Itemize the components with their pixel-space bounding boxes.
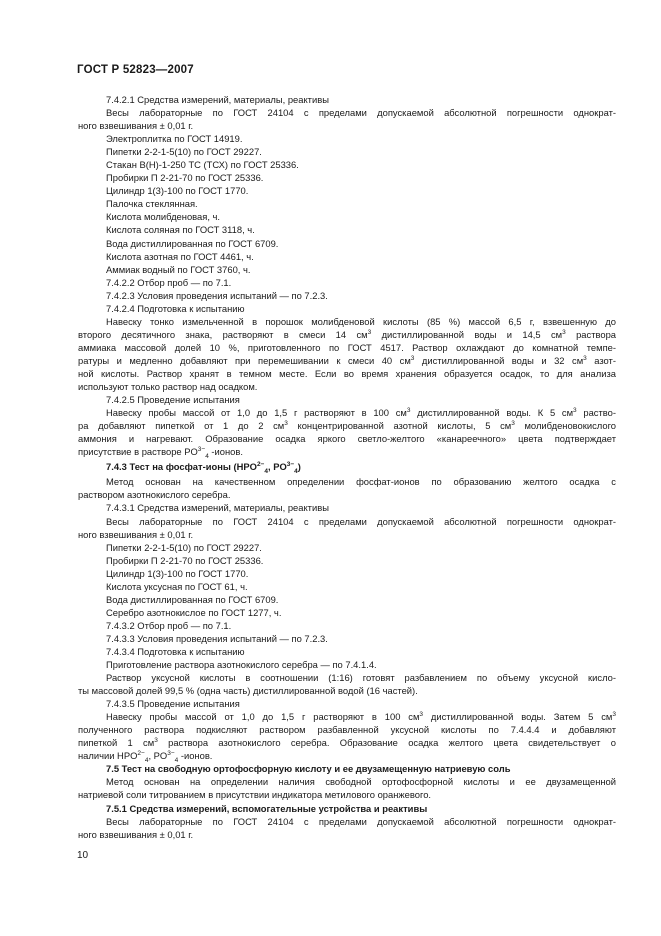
superscript: 3: [573, 407, 577, 414]
paragraph-line: Метод основан на качественном определении фосфат-ионов по образованию желтого осадка с: [106, 476, 616, 488]
chem-index: [167, 750, 179, 765]
superscript: 3: [562, 328, 566, 336]
list-item: Пробирки П 2-21-70 по ГОСТ 25336.: [106, 554, 264, 566]
superscript: 3: [154, 737, 158, 745]
text-run: ра добавляют пипеткой от 1 до 2 см: [78, 420, 285, 432]
subscript: 4: [264, 468, 268, 476]
paragraph-line: [78, 749, 616, 765]
paragraph-line: раствором азотнокислого серебра.: [78, 489, 231, 501]
subscript: 4: [144, 757, 149, 765]
section-heading: [78, 460, 616, 476]
subsection-heading: 7.4.2.3 Условия проведения испытаний — по 7.2.3.: [106, 289, 328, 301]
paragraph-line: [78, 354, 616, 367]
text-run: азот-: [586, 354, 616, 366]
paragraph-line: Весы лабораторные по ГОСТ 24104 с пределами допускаемой абсолютной погрешности однократ-: [106, 815, 616, 827]
subsection-heading: 7.4.2.2 Отбор проб — по 7.1.: [106, 276, 232, 288]
paragraph-line: ного взвешивания ± 0,01 г.: [78, 528, 194, 540]
list-item: Электроплитка по ГОСТ 14919.: [106, 133, 243, 145]
subsection-heading: 7.4.3.1 Средства измерений, материалы, реактивы: [106, 502, 329, 514]
subsection-heading: 7.4.3.4 Подготовка к испытанию: [106, 645, 245, 657]
text-run: второго десятичного знака, растворяют в смеси 14 см: [78, 328, 368, 340]
superscript: 3: [419, 711, 424, 719]
list-item: Серебро азотнокислое по ГОСТ 1277, ч.: [106, 606, 282, 618]
text-run: , PO: [148, 750, 168, 762]
paragraph-line: используют только раствор над осадком.: [78, 381, 258, 393]
chem-index: [256, 461, 268, 476]
superscript: 3: [612, 711, 616, 719]
text-run: раствора азотнокислого серебра. Образование осадка желтого цвета свидетельствует о: [157, 737, 616, 749]
list-item: Кислота молибденовая, ч.: [106, 211, 221, 223]
paragraph-line: ного взвешивания ± 0,01 г.: [78, 120, 194, 132]
subscript: 4: [294, 468, 298, 476]
list-item: Пробирки П 2-21-70 по ГОСТ 25336.: [106, 172, 264, 184]
text-run: концентрированной азотной кислоты, 5 см: [287, 420, 512, 432]
text-run: , PO: [267, 461, 287, 473]
subscript: 4: [174, 757, 179, 765]
text-run: дистиллированной воды. К 5 см: [410, 407, 574, 419]
paragraph-line: Метод основан на определении наличия свободной ортофосфорной кислоты и ее двузамещенной: [106, 776, 616, 788]
text-run: дистиллированной воды и 14,5 см: [371, 328, 563, 340]
superscript: 3: [511, 420, 515, 428]
text-run: 7.4.3 Тест на фосфат-ионы (HPO: [106, 461, 257, 473]
list-item: Стакан В(Н)-1-250 ТС (ТСХ) по ГОСТ 25336.: [106, 159, 299, 171]
list-item: Палочка стеклянная.: [106, 198, 198, 210]
superscript: 3: [284, 420, 288, 428]
subsection-heading: 7.4.2.5 Проведение испытания: [106, 394, 240, 406]
superscript: 3: [367, 328, 372, 336]
paragraph-line: Весы лабораторные по ГОСТ 24104 с пределами допускаемой абсолютной погрешности однократ-: [106, 515, 616, 527]
subsection-heading: 7.4.2.1 Средства измерений, материалы, реактивы: [106, 94, 329, 105]
list-item: Кислота соляная по ГОСТ 3118, ч.: [106, 224, 255, 236]
paragraph-line: [78, 406, 616, 419]
superscript: 2−: [137, 750, 145, 758]
superscript: 3: [406, 407, 411, 414]
chem-index: [197, 446, 209, 461]
list-item: Вода дистиллированная по ГОСТ 6709.: [106, 237, 279, 249]
list-item: Пипетки 2-2-1-5(10) по ГОСТ 29227.: [106, 541, 262, 553]
list-item: Кислота азотная по ГОСТ 4461, ч.: [106, 250, 254, 262]
text-run: Навеску пробы массой от 1,0 до 1,5 г растворяют в 100 см: [106, 711, 420, 723]
text-run: раство-: [576, 407, 616, 419]
paragraph-line: натриевой соли титрованием в присутствии индикатора метилового оранжевого.: [78, 789, 432, 801]
list-item: Цилиндр 1(3)-100 по ГОСТ 1770.: [106, 185, 249, 197]
paragraph-line: [78, 710, 616, 723]
paragraph-line: [78, 445, 616, 461]
text-run: ратуры и медленно добавляют при перемешивании к смеси 40 см: [78, 354, 411, 366]
paragraph-line: Весы лабораторные по ГОСТ 24104 с пределами допускаемой абсолютной погрешности однократ-: [106, 107, 616, 119]
page-body: [78, 93, 616, 841]
superscript: 3−: [167, 750, 175, 758]
text-run: дистиллированной воды и 32 см: [414, 354, 584, 366]
paragraph-line: ты массовой долей 99,5 % (одна часть) дистиллированной водой (16 частей).: [78, 685, 418, 697]
text-run: молибденовокислого: [514, 420, 617, 432]
text-run: наличии HPO: [78, 750, 138, 762]
paragraph-line: аммония и нагревают. Образование осадка яркого светло-желтого «канареечного» цвета подтверждает: [78, 433, 616, 445]
superscript: 3−: [286, 461, 295, 469]
text-run: Навеску пробы массой от 1,0 до 1,5 г растворяют в 100 см: [106, 407, 407, 419]
list-item: Вода дистиллированная по ГОСТ 6709.: [106, 593, 279, 605]
paragraph-line: [78, 328, 616, 341]
text-run: дистиллированной воды. Затем 5 см: [423, 711, 613, 723]
text-run: присутствие в растворе PO: [78, 446, 198, 458]
page-number: 10: [77, 850, 89, 861]
list-item: Кислота уксусная по ГОСТ 61, ч.: [106, 580, 248, 592]
chem-index: [137, 750, 149, 765]
subsection-heading: 7.4.2.4 Подготовка к испытанию: [106, 302, 245, 314]
text-run: раствора: [565, 328, 617, 340]
paragraph-line: Навеску тонко измельченной в порошок молибденовой кислоты (85 %) массой 6,5 г, взвешенную до: [106, 315, 616, 327]
list-item: Цилиндр 1(3)-100 по ГОСТ 1770.: [106, 567, 249, 579]
section-heading: 7.5 Тест на свободную ортофосфорную кислоту и ее двузамещенную натриевую соль: [106, 763, 511, 775]
subsection-heading: 7.4.3.5 Проведение испытания: [106, 698, 240, 710]
paragraph-line: ной кислоты. Раствор хранят в темном месте. Если во время хранения образуется осадок, то для анализа: [78, 367, 616, 379]
text-run: пипеткой 1 см: [78, 737, 155, 749]
subscript: 4: [205, 453, 209, 461]
superscript: 3: [583, 354, 587, 362]
text-run: ): [297, 461, 301, 473]
text-run: -ионов.: [178, 750, 213, 762]
document-header: ГОСТ Р 52823—2007: [77, 64, 194, 76]
superscript: 2−: [256, 461, 265, 469]
text-run: -ионов.: [208, 446, 243, 458]
section-heading: 7.5.1 Средства измерений, вспомогательные устройства и реактивы: [106, 802, 428, 814]
paragraph-line: Приготовление раствора азотнокислого серебра — по 7.4.1.4.: [106, 659, 377, 671]
superscript: 3: [410, 354, 415, 362]
paragraph-line: аммиака массовой долей 10 %, приготовленного по ГОСТ 4517. Раствор охлаждают до комнатной темпе-: [78, 341, 616, 353]
paragraph-line: [78, 419, 616, 432]
superscript: 3−: [197, 446, 206, 454]
paragraph-line: Раствор уксусной кислоты в соотношении (1:16) готовят разбавлением по объему уксусной кисло-: [106, 672, 616, 684]
paragraph-line: [78, 736, 616, 749]
list-item: Пипетки 2-2-1-5(10) по ГОСТ 29227.: [106, 146, 262, 158]
subsection-heading: 7.4.3.3 Условия проведения испытаний — по 7.2.3.: [106, 632, 328, 644]
paragraph-line: полученного раствора подкисляют раствором разбавленной уксусной кислоты по 7.4.4.4 и добавляют: [78, 724, 616, 736]
paragraph-line: ного взвешивания ± 0,01 г.: [78, 828, 194, 840]
chem-index: [286, 461, 298, 476]
list-item: Аммиак водный по ГОСТ 3760, ч.: [106, 263, 251, 275]
subsection-heading: 7.4.3.2 Отбор проб — по 7.1.: [106, 619, 232, 631]
